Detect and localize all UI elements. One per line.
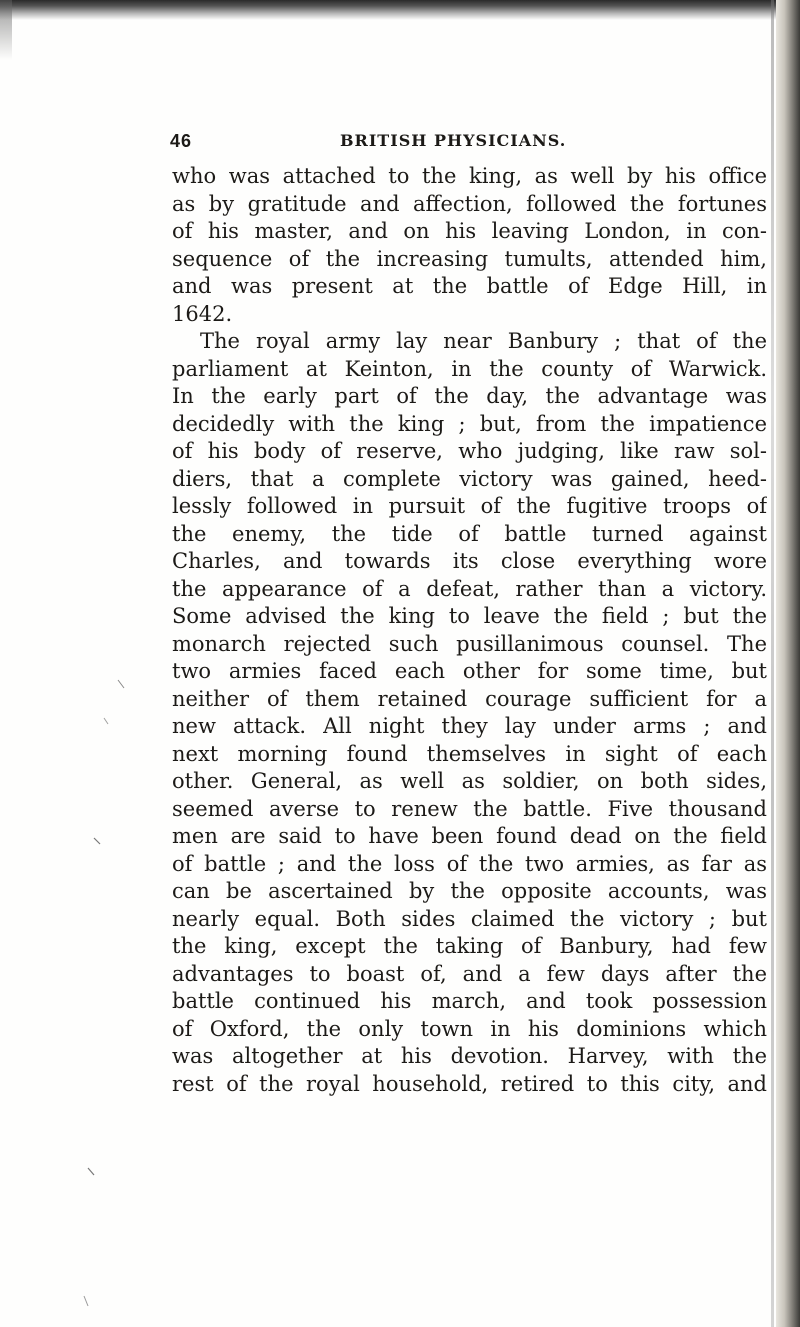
text-line: the king, except the taking of Banbury, had few [172,934,767,958]
text-line: neither of them retained courage sufficient for a [172,686,767,711]
text-line: The royal army lay near Banbury ; that of the [200,329,767,353]
page-number: 46 [170,131,193,151]
running-head: BRITISH PHYSICIANS. [340,131,567,150]
margin-tick-mark [88,1168,94,1175]
margin-tick-mark [84,1296,88,1306]
text-line: sequence of the increasing tumults, attended him, [172,246,767,271]
margin-tick-mark [104,718,108,724]
text-line: was altogether at his devotion. Harvey, with the [172,1044,767,1068]
text-line: and was present at the battle of Edge Hill, in [172,274,767,298]
text-line: new attack. All night they lay under arms ; and [172,714,767,738]
page-header [170,126,630,156]
text-line: In the early part of the day, the advantage was [172,384,767,408]
text-line: decidedly with the king ; but, from the impatience [172,411,767,436]
text-line: monarch rejected such pusillanimous counsel. The [172,631,767,656]
text-line: two armies faced each other for some time, but [172,659,767,683]
scan-top-edge [0,0,800,20]
text-line: parliament at Keinton, in the county of Warwick. [172,356,767,381]
text-line: can be ascertained by the opposite accounts, was [172,879,767,903]
text-line: the appearance of a defeat, rather than a victory. [172,576,767,601]
page-gutter [776,0,800,1327]
text-line: men are said to have been found dead on the field [172,824,767,848]
text-line: lessly followed in pursuit of the fugitive troops of [172,494,767,518]
text-line: seemed averse to renew the battle. Five thousand [172,796,767,821]
text-line: of Oxford, the only town in his dominions which [172,1016,767,1041]
text-line: the enemy, the tide of battle turned against [172,521,767,546]
text-line: of his master, and on his leaving London, in con- [172,219,767,243]
text-line: next morning found themselves in sight of each [172,741,767,766]
text-line: as by gratitude and affection, followed the fortunes [172,191,767,216]
text-line: Some advised the king to leave the field ; but the [172,604,767,628]
body-text [172,163,767,1098]
text-line: rest of the royal household, retired to this city, and [172,1071,767,1096]
scan-corner-shadow [0,0,12,60]
text-line: nearly equal. Both sides claimed the victory ; but [172,906,767,931]
binding-shadow-line [771,0,774,1327]
text-line: of battle ; and the loss of the two armies, as far as [172,851,767,876]
margin-tick-mark [94,838,100,844]
text-line: other. General, as well as soldier, on both sides, [172,769,767,793]
text-line: Charles, and towards its close everything wore [172,549,767,573]
text-line: advantages to boast of, and a few days after the [172,961,767,986]
margin-tick-mark [118,680,124,688]
text-line: battle continued his march, and took possession [172,989,767,1013]
text-line: diers, that a complete victory was gained, heed- [172,466,767,491]
text-line: 1642. [172,301,233,326]
text-line: of his body of reserve, who judging, like raw sol- [172,439,767,463]
text-line: who was attached to the king, as well by his office [172,164,767,188]
